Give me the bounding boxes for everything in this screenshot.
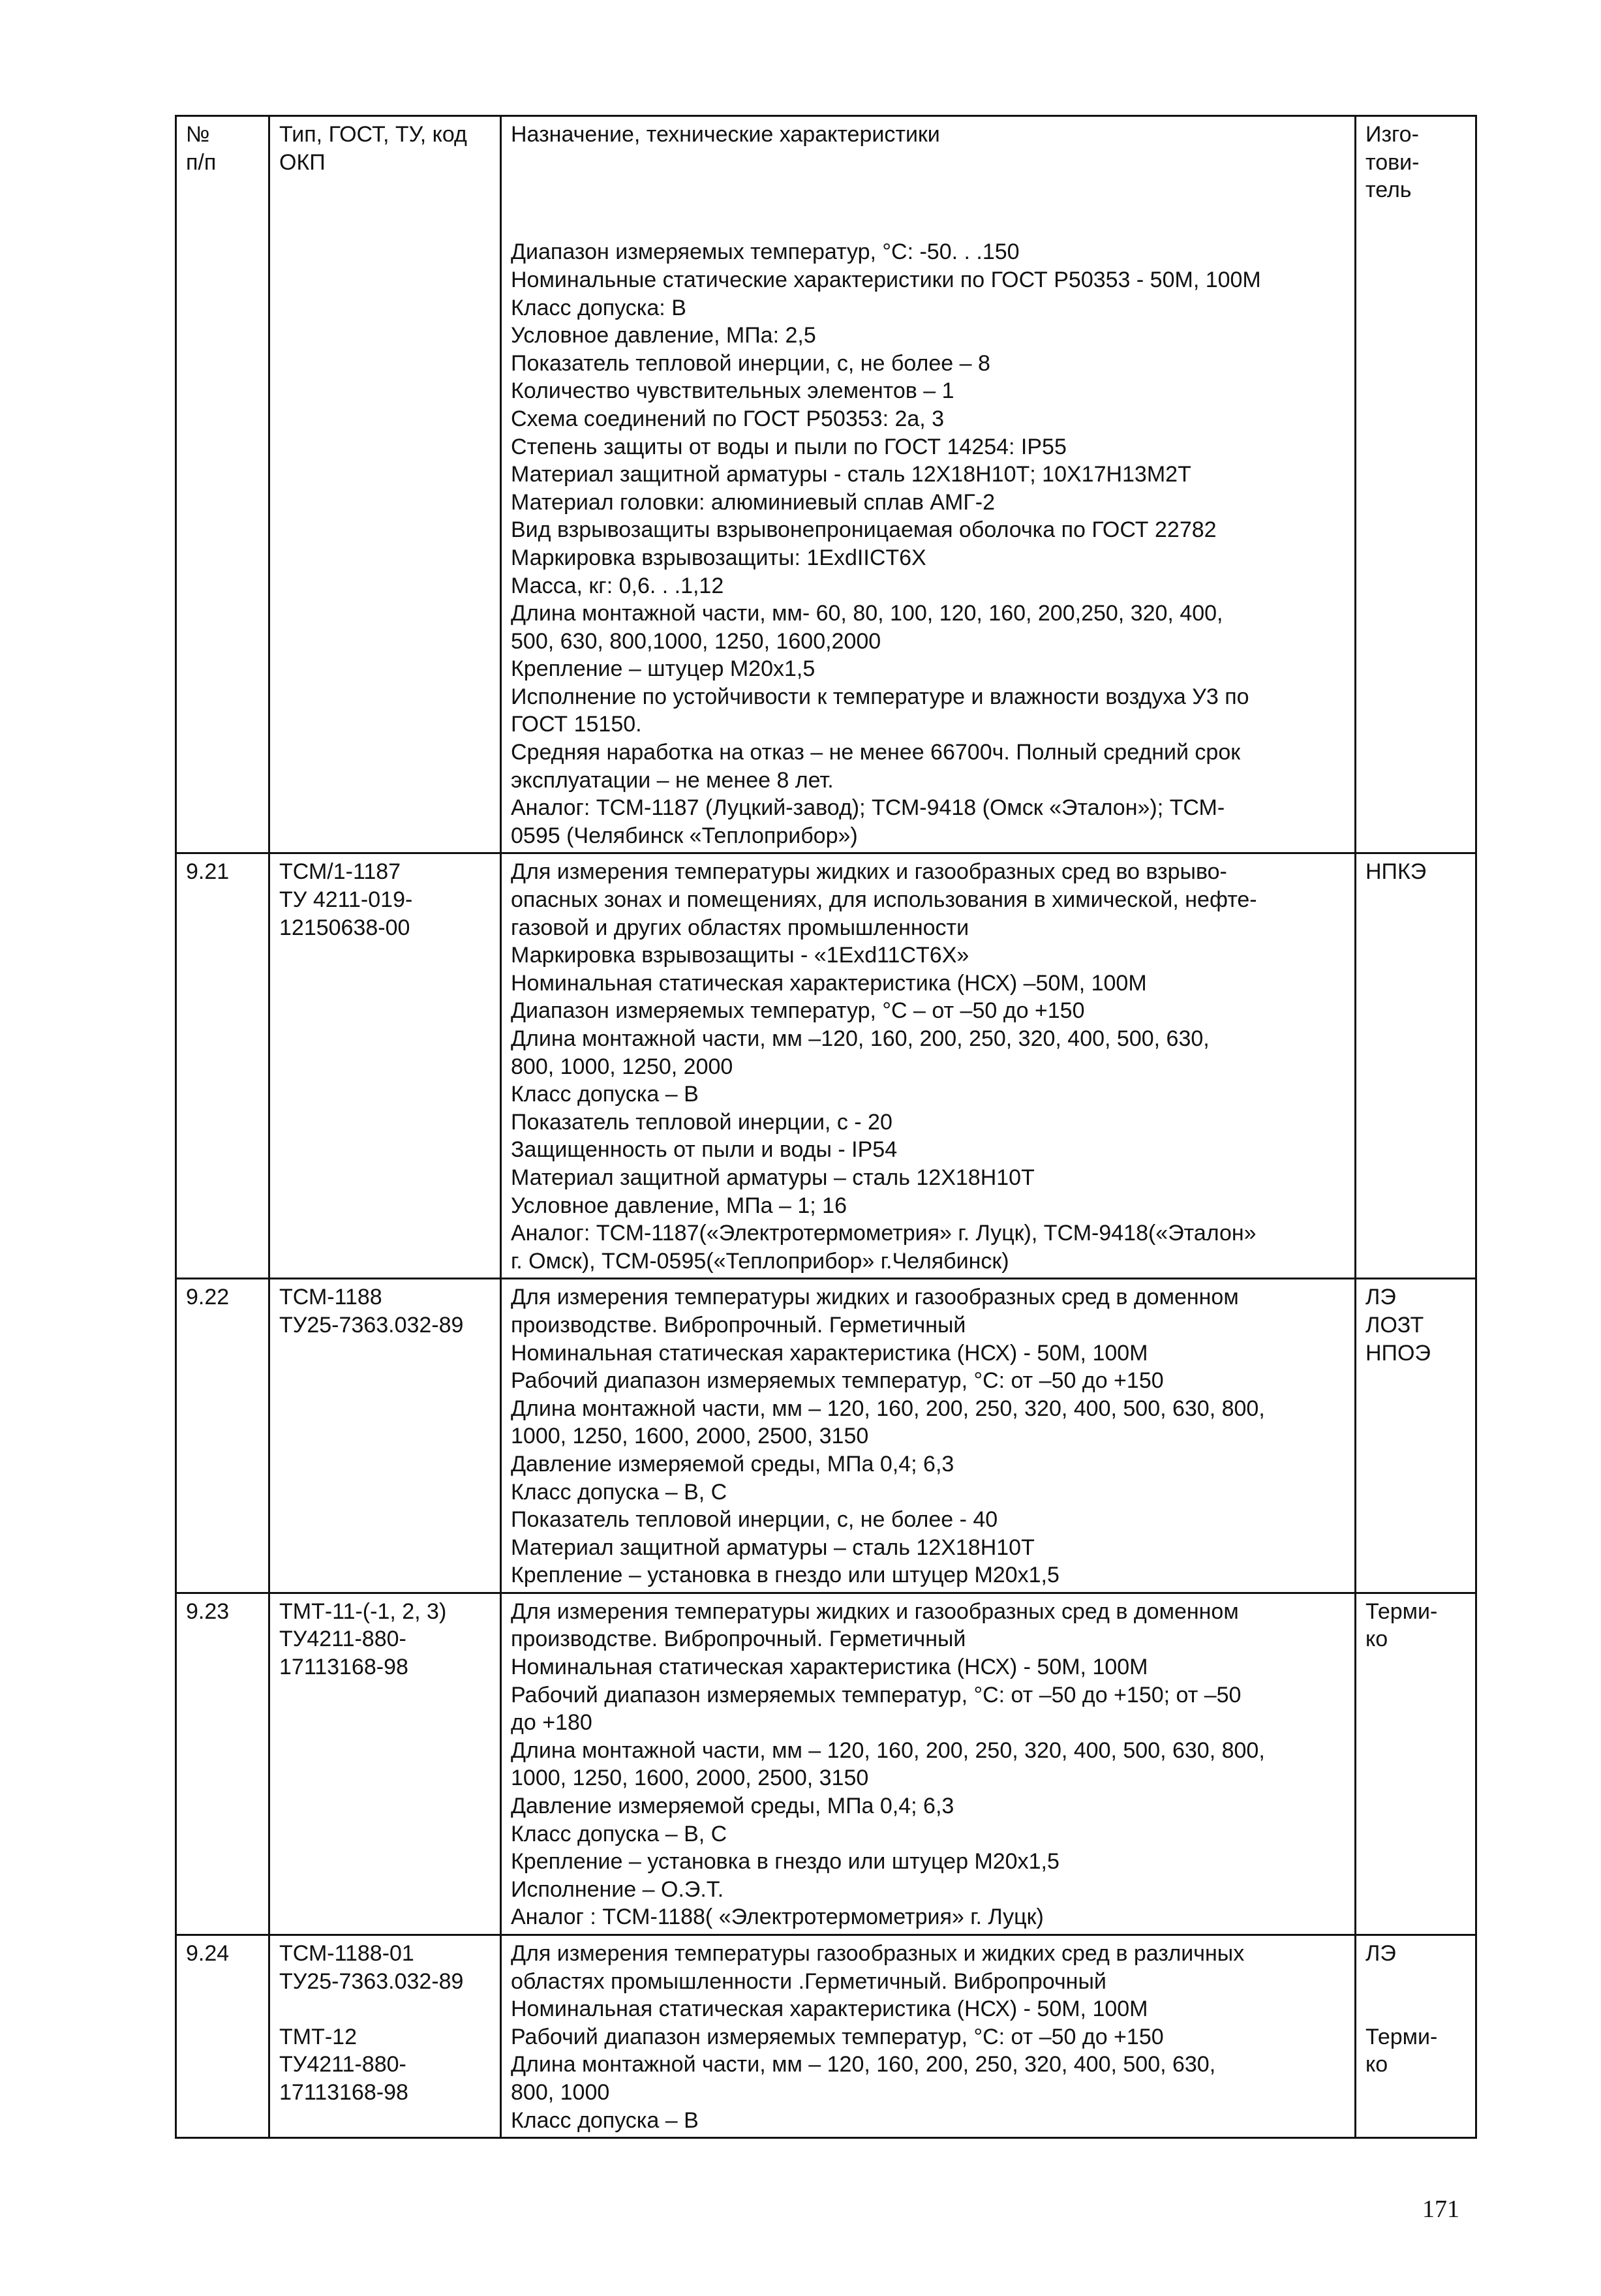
desc-line: Вид взрывозащиты взрывонепроницаемая оболочка по ГОСТ 22782: [511, 517, 1217, 543]
header-num: [176, 116, 269, 207]
desc-line: 800, 1000: [511, 2079, 610, 2105]
desc-line: Защищенность от пыли и воды - IP54: [511, 1137, 898, 1163]
header-num-line: №: [186, 122, 210, 147]
type-line: 17113168-98: [279, 1655, 408, 1680]
desc-line: Длина монтажной части, мм – 120, 160, 200, 250, 320, 400, 500, 630, 800,: [511, 1737, 1265, 1763]
maker-line: ЛОЗТ: [1365, 1312, 1424, 1338]
desc-line: Номинальная статическая характеристика (НСХ) - 50М, 100М: [511, 1340, 1148, 1366]
desc-line: Диапазон измеряемых температур, °С: -50. . .150: [511, 239, 1020, 265]
desc-line: Маркировка взрывозащиты: 1ExdIICT6X: [511, 545, 926, 570]
cell-num: [176, 207, 269, 853]
desc-line: Крепление – установка в гнездо или штуцер М20х1,5: [511, 1849, 1060, 1875]
desc-line: Исполнение по устойчивости к температуре и влажности воздуха У3 по: [511, 684, 1249, 709]
maker-line: ко: [1365, 2052, 1388, 2077]
desc-line: 1000, 1250, 1600, 2000, 2500, 3150: [511, 1766, 869, 1791]
cell-desc: [501, 1279, 1356, 1593]
table-header-row: [176, 116, 1476, 207]
type-line: ТУ4211-880-: [279, 1627, 406, 1652]
cell-type: [269, 207, 501, 853]
desc-line: Показатель тепловой инерции, с - 20: [511, 1109, 892, 1135]
type-line: ТМТ-12: [279, 2024, 357, 2049]
maker-line: НПКЭ: [1365, 859, 1427, 885]
maker-line: Терми-: [1365, 2024, 1438, 2049]
desc-line: Класс допуска: В: [511, 295, 686, 320]
desc-line: Крепление – штуцер М20х1,5: [511, 656, 816, 682]
header-maker-line: тель: [1365, 177, 1412, 203]
desc-line: Номинальная статическая характеристика (НСХ) - 50М, 100М: [511, 1655, 1148, 1680]
desc-line: 1000, 1250, 1600, 2000, 2500, 3150: [511, 1424, 869, 1449]
cell-num: 9.22: [176, 1279, 269, 1593]
desc-line: Маркировка взрывозащиты - «1Exd11CT6X»: [511, 943, 969, 968]
maker-line: ко: [1365, 1627, 1388, 1652]
desc-line: Исполнение – О.Э.Т.: [511, 1876, 724, 1902]
maker-line: НПОЭ: [1365, 1340, 1431, 1366]
cell-maker: [1356, 853, 1476, 1279]
page-number: 171: [1422, 2196, 1459, 2223]
header-num-line: п/п: [186, 149, 217, 175]
header-desc: [501, 116, 1356, 207]
desc-line: Класс допуска – В: [511, 2107, 699, 2133]
type-line: ТМТ-11-(-1, 2, 3): [279, 1599, 447, 1624]
table-row: [176, 1593, 1476, 1935]
desc-line: Номинальные статические характеристики по ГОСТ Р50353 - 50М, 100М: [511, 267, 1261, 292]
desc-line: эксплуатации – не менее 8 лет.: [511, 767, 834, 793]
desc-line: Диапазон измеряемых температур, °С – от –50 до +150: [511, 998, 1085, 1024]
type-line: ТУ25-7363.032-89: [279, 1312, 464, 1338]
desc-line: Длина монтажной части, мм – 120, 160, 200, 250, 320, 400, 500, 630, 800,: [511, 1396, 1265, 1421]
desc-line: Показатель тепловой инерции, с, не более - 40: [511, 1507, 998, 1533]
desc-line: Для измерения температуры газообразных и жидких сред в различных: [511, 1941, 1245, 1966]
desc-line: Номинальная статическая характеристика (НСХ) - 50М, 100М: [511, 1997, 1148, 2022]
type-line: ТСМ/1-1187: [279, 859, 401, 885]
cell-maker: [1356, 1935, 1476, 2138]
cell-maker: [1356, 207, 1476, 853]
desc-line: газовой и других областях промышленности: [511, 915, 969, 940]
type-line: 12150638-00: [279, 915, 410, 940]
type-line: ТСМ-1188: [279, 1285, 382, 1310]
desc-line: Номинальная статическая характеристика (НСХ) –50М, 100М: [511, 970, 1147, 996]
desc-line: до +180: [511, 1710, 592, 1736]
header-maker-line: Изго-: [1365, 122, 1419, 147]
cell-num: 9.21: [176, 853, 269, 1279]
desc-line: Для измерения температуры жидких и газообразных сред в доменном: [511, 1599, 1239, 1624]
desc-line: Количество чувствительных элементов – 1: [511, 378, 954, 404]
cell-type: [269, 1935, 501, 2138]
desc-line: Класс допуска – В, С: [511, 1479, 727, 1505]
desc-line: производстве. Вибропрочный. Герметичный: [511, 1627, 966, 1652]
desc-line: Класс допуска – В: [511, 1082, 699, 1107]
cell-type: [269, 853, 501, 1279]
desc-line: Класс допуска – В, С: [511, 1821, 727, 1846]
table-row: [176, 853, 1476, 1279]
desc-line: Давление измеряемой среды, МПа 0,4; 6,3: [511, 1451, 954, 1477]
table-row: [176, 1279, 1476, 1593]
desc-line: областях промышленности .Герметичный. Вибропрочный: [511, 1968, 1106, 1994]
cell-desc: [501, 1593, 1356, 1935]
desc-line: 800, 1000, 1250, 2000: [511, 1054, 733, 1079]
table-row: [176, 207, 1476, 853]
cell-desc: [501, 1935, 1356, 2138]
type-line: ТУ4211-880-: [279, 2052, 406, 2077]
cell-desc: [501, 853, 1356, 1279]
desc-line: Для измерения температуры жидких и газообразных сред в доменном: [511, 1285, 1239, 1310]
desc-line: Длина монтажной части, мм –120, 160, 200, 250, 320, 400, 500, 630,: [511, 1026, 1210, 1051]
desc-line: Средняя наработка на отказ – не менее 66700ч. Полный средний срок: [511, 740, 1241, 765]
desc-line: 0595 (Челябинск «Теплоприбор»): [511, 823, 858, 848]
desc-line: Аналог : ТСМ-1188( «Электротермометрия» г. Луцк): [511, 1905, 1044, 1930]
header-desc-text: Назначение, технические характеристики: [511, 122, 940, 147]
cell-maker: [1356, 1593, 1476, 1935]
desc-line: г. Омск), ТСМ-0595(«Теплоприбор» г.Челябинск): [511, 1248, 1009, 1274]
desc-line: Масса, кг: 0,6. . .1,12: [511, 573, 724, 598]
desc-line: Аналог: ТСМ-1187(«Электротермометрия» г. Луцк), ТСМ-9418(«Эталон»: [511, 1221, 1257, 1246]
desc-line: Показатель тепловой инерции, с, не более – 8: [511, 350, 990, 376]
maker-line: Терми-: [1365, 1599, 1438, 1624]
maker-line: ЛЭ: [1365, 1285, 1396, 1310]
header-maker-line: тови-: [1365, 149, 1420, 175]
desc-line: Степень защиты от воды и пыли по ГОСТ 14254: IP55: [511, 434, 1067, 459]
type-line: [279, 1995, 493, 2023]
type-line: ТСМ-1188-01: [279, 1941, 414, 1966]
table-row: [176, 1935, 1476, 2138]
cell-desc: [501, 207, 1356, 853]
desc-line: опасных зонах и помещениях, для использования в химической, нефте-: [511, 887, 1257, 913]
desc-line: Аналог: ТСМ-1187 (Луцкий-завод); ТСМ-9418 (Омск «Эталон»); ТСМ-: [511, 795, 1225, 821]
desc-line: Условное давление, МПа – 1; 16: [511, 1193, 847, 1218]
desc-line: 500, 630, 800,1000, 1250, 1600,2000: [511, 628, 881, 654]
desc-line: Материал защитной арматуры - сталь 12Х18Н10Т; 10Х17Н13М2Т: [511, 462, 1191, 487]
desc-line: Крепление – установка в гнездо или штуцер М20х1,5: [511, 1563, 1060, 1588]
desc-line: Условное давление, МПа: 2,5: [511, 323, 816, 348]
desc-line: Рабочий диапазон измеряемых температур, °С: от –50 до +150; от –50: [511, 1682, 1242, 1707]
type-line: ТУ 4211-019-: [279, 887, 413, 913]
header-spacer: [511, 211, 1348, 239]
desc-line: Материал защитной арматуры – сталь 12Х18Н10Т: [511, 1535, 1035, 1560]
cell-type: [269, 1279, 501, 1593]
desc-line: Рабочий диапазон измеряемых температур, °С: от –50 до +150: [511, 1368, 1164, 1394]
cell-num: 9.24: [176, 1935, 269, 2138]
desc-line: ГОСТ 15150.: [511, 712, 642, 737]
desc-line: Материал защитной арматуры – сталь 12Х18Н10Т: [511, 1165, 1035, 1190]
cell-num: 9.23: [176, 1593, 269, 1935]
maker-line: ЛЭ: [1365, 1941, 1396, 1966]
desc-line: производстве. Вибропрочный. Герметичный: [511, 1312, 966, 1338]
type-line: 17113168-98: [279, 2079, 408, 2105]
header-type: [269, 116, 501, 207]
desc-line: Длина монтажной части, мм- 60, 80, 100, 120, 160, 200,250, 320, 400,: [511, 601, 1223, 626]
desc-line: Рабочий диапазон измеряемых температур, °С: от –50 до +150: [511, 2024, 1164, 2049]
desc-line: Длина монтажной части, мм – 120, 160, 200, 250, 320, 400, 500, 630,: [511, 2052, 1216, 2077]
desc-line: Давление измеряемой среды, МПа 0,4; 6,3: [511, 1794, 954, 1819]
cell-maker: [1356, 1279, 1476, 1593]
header-maker: [1356, 116, 1476, 207]
type-line: ТУ25-7363.032-89: [279, 1968, 464, 1994]
specification-table: [175, 115, 1477, 2139]
desc-line: Материал головки: алюминиевый сплав АМГ-2: [511, 489, 995, 515]
table-body: [176, 207, 1476, 2138]
desc-line: Схема соединений по ГОСТ Р50353: 2а, 3: [511, 406, 945, 431]
cell-type: [269, 1593, 501, 1935]
maker-line: [1365, 1995, 1469, 2023]
header-type-line: Тип, ГОСТ, ТУ, код: [279, 122, 467, 147]
header-type-line: ОКП: [279, 149, 326, 175]
maker-line: [1365, 1968, 1469, 1996]
desc-line: Для измерения температуры жидких и газообразных сред во взрыво-: [511, 859, 1227, 885]
